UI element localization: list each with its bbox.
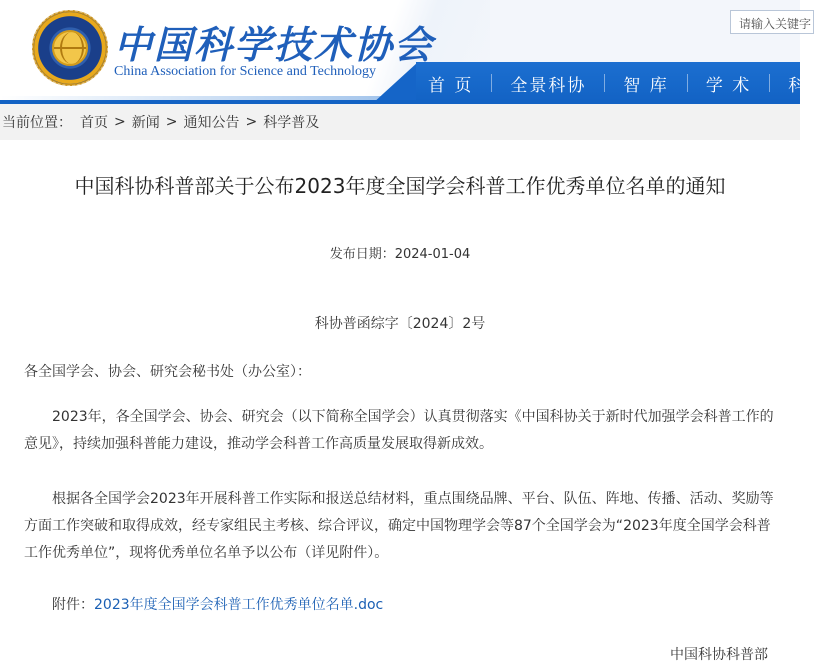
attachment-link[interactable]: 2023年度全国学会科普工作优秀单位名单.doc [94,597,384,613]
nav-separator [604,74,605,92]
breadcrumb-separator: > [114,114,126,130]
site-header [0,0,812,104]
nav-separator [687,74,688,92]
nav-item-academic[interactable]: 学 术 [705,75,752,96]
nav-item-overview[interactable]: 全景科协 [510,75,587,96]
salutation: 各全国学会、协会、研究会秘书处（办公室）： [24,364,311,380]
breadcrumb-label: 当前位置： [2,115,72,131]
attachment-label: 附件： [52,597,94,613]
breadcrumb-separator: > [165,114,178,130]
nav-item-think-tank[interactable]: 智 库 [623,75,669,96]
article-title: 中国科协科普部关于公布2023年度全国学会科普工作优秀单位名单的通知 [74,174,726,198]
main-nav [428,62,807,104]
document-number: 科协普函综字〔2024〕2号 [314,316,486,332]
breadcrumb [0,104,800,140]
globe-icon [52,30,88,66]
breadcrumb-popular-science[interactable]: 科学普及 [263,115,320,131]
publish-date: 发布日期：2024-01-04 [329,247,471,262]
signature: 中国科协科普部 [670,647,768,663]
nav-separator [769,74,770,92]
breadcrumb-separator: > [245,114,258,130]
nav-separator [491,74,492,92]
breadcrumb-notices[interactable]: 通知公告 [183,115,240,131]
nav-item-science[interactable]: 科 [788,75,808,96]
breadcrumb-home[interactable]: 首页 [80,115,108,131]
attachment [52,594,383,614]
search-input[interactable]: 请输入关键字 [730,10,814,34]
brand-name-cn[interactable]: 中国科学技术协会 [114,22,435,67]
brand-name-en[interactable]: China Association for Science and Technology [114,64,376,79]
breadcrumb-news[interactable]: 新闻 [131,115,160,131]
nav-item-home[interactable]: 首 页 [428,75,474,96]
article-paragraph: 根据各全国学会2023年开展科普工作实际和报送总结材料，重点围绕品牌、平台、队伍、阵地、传播、活动、奖励等方面工作突破和取得成效，经专家组民主考核、综合评议，确定中国物理学会等87个全国学会为“2023年度全国学会科普工作优秀单位”，现将优秀单位名单予以公布（详见附件）。 [24,491,774,561]
article-paragraph: 2023年，各全国学会、协会、研究会（以下简称全国学会）认真贯彻落实《中国科协关于新时代加强学会科普工作的意见》，持续加强科普能力建设，推动学会科普工作高质量发展取得新成效。 [24,409,774,452]
